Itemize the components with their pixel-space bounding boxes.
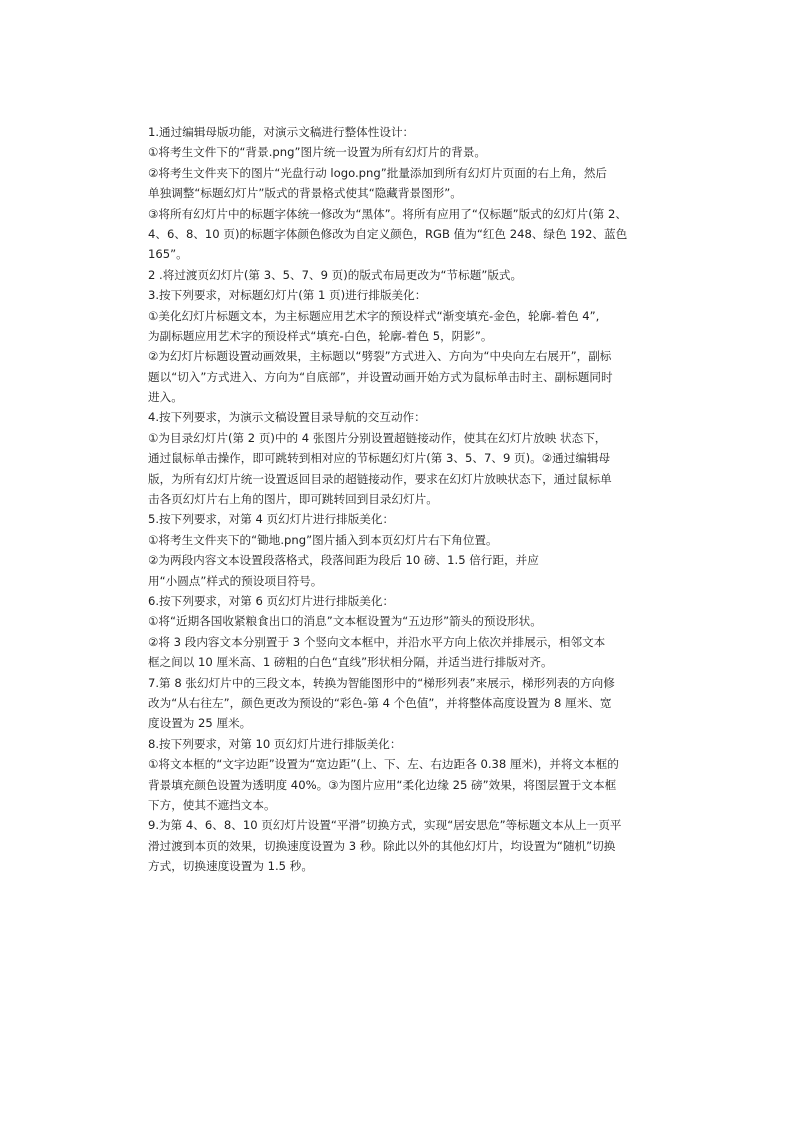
text-line: 通过鼠标单击操作，即可跳转到相对应的节标题幻灯片(第 3、5、7、9 页)。②通过编辑母 xyxy=(148,451,611,466)
text-line: ②为幻灯片标题设置动画效果，主标题以“劈裂”方式进入、方向为“中央向左右展开”，副标 xyxy=(148,349,612,364)
text-line: 进入。 xyxy=(148,390,183,405)
text-line: ①将“近期各国收紧粮食出口的消息”文本框设置为“五边形”箭头的预设形状。 xyxy=(148,614,542,629)
text-line: 6.按下列要求，对第 6 页幻灯片进行排版美化： xyxy=(148,593,395,608)
text-line: 7.第 8 张幻灯片中的三段文本，转换为智能图形中的“梯形列表”来展示，梯形列表的方向修 xyxy=(148,675,615,690)
text-line: 题以“切入”方式进入、方向为“自底部”，并设置动画开始方式为鼠标单击时主、副标题同时 xyxy=(148,369,613,384)
text-line: 版，为所有幻灯片统一设置返回目录的超链接动作，要求在幻灯片放映状态下，通过鼠标单 xyxy=(148,471,612,486)
text-line: ②为两段内容文本设置段落格式，段落间距为段后 10 磅、1.5 倍行距，并应 xyxy=(148,553,539,568)
text-line: ①将考生文件夹下的“锄地.png”图片插入到本页幻灯片右下角位置。 xyxy=(148,532,498,547)
text-line: 165”。 xyxy=(148,247,188,262)
text-line: ①为目录幻灯片(第 2 页)中的 4 张图片分别设置超链接动作，使其在幻灯片放映 状态下， xyxy=(148,430,607,445)
text-line: 方式，切换速度设置为 1.5 秒。 xyxy=(148,859,313,874)
text-line: 3.按下列要求，对标题幻灯片(第 1 页)进行排版美化： xyxy=(148,288,427,303)
text-line: 9.为第 4、6、8、10 页幻灯片设置“平滑”切换方式，实现“居安思危”等标题文本从上一页平 xyxy=(148,818,622,833)
document-body xyxy=(148,122,662,876)
text-line: 8.按下列要求，对第 10 页幻灯片进行排版美化： xyxy=(148,736,402,751)
text-line: 用“小圆点”样式的预设项目符号。 xyxy=(148,573,323,588)
text-line: 框之间以 10 厘米高、1 磅粗的白色“直线”形状相分隔，并适当进行排版对齐。 xyxy=(148,655,553,670)
text-line: ②将考生文件夹下的图片“光盘行动 logo.png”批量添加到所有幻灯片页面的右上角，然后 xyxy=(148,165,608,180)
text-line: 下方，使其不遮挡文本。 xyxy=(148,797,276,812)
text-line: 4.按下列要求，为演示文稿设置目录导航的交互动作： xyxy=(148,410,426,425)
text-line: 为副标题应用艺术字的预设样式“填充-白色，轮廓-着色 5，阴影”。 xyxy=(148,328,493,343)
text-line: 改为“从右往左”，颜色更改为预设的“彩色-第 4 个色值”，并将整体高度设置为 8 厘米、宽 xyxy=(148,695,612,710)
text-line: 滑过渡到本页的效果，切换速度设置为 3 秒。除此以外的其他幻灯片，均设置为“随机”切换 xyxy=(148,838,616,853)
text-line: 2 .将过渡页幻灯片(第 3、5、7、9 页)的版式布局更改为“节标题”版式。 xyxy=(148,267,523,282)
text-line: 背景填充颜色设置为透明度 40%。③为图片应用“柔化边缘 25 磅”效果，将图层置于文本框 xyxy=(148,777,617,792)
text-line: ①将文本框的“文字边距”设置为“宽边距”(上、下、左、右边距各 0.38 厘米)，并将文本框的 xyxy=(148,757,619,772)
text-line: ①美化幻灯片标题文本，为主标题应用艺术字的预设样式“渐变填充-金色，轮廓-着色 4”, xyxy=(148,308,600,323)
text-line: 击各页幻灯片右上角的图片，即可跳转回到目录幻灯片。 xyxy=(148,492,438,507)
text-line: ③将所有幻灯片中的标题字体统一修改为“黑体”。将所有应用了“仅标题”版式的幻灯片(第 2、 xyxy=(148,206,627,221)
text-line: 度设置为 25 厘米。 xyxy=(148,716,252,731)
text-line: ①将考生文件下的“背景.png”图片统一设置为所有幻灯片的背景。 xyxy=(148,145,487,160)
text-line: ②将 3 段内容文本分别置于 3 个竖向文本框中，并沿水平方向上依次并排展示，相邻文本 xyxy=(148,634,606,649)
text-line: 4、6、8、10 页)的标题字体颜色修改为自定义颜色，RGB 值为“红色 248、绿色 192、蓝色 xyxy=(148,226,628,241)
text-line: 1.通过编辑母版功能，对演示文稿进行整体性设计： xyxy=(148,125,415,139)
text-line: 5.按下列要求，对第 4 页幻灯片进行排版美化： xyxy=(148,512,395,527)
text-line: 单独调整“标题幻灯片”版式的背景格式使其“隐藏背景图形”。 xyxy=(148,186,462,201)
